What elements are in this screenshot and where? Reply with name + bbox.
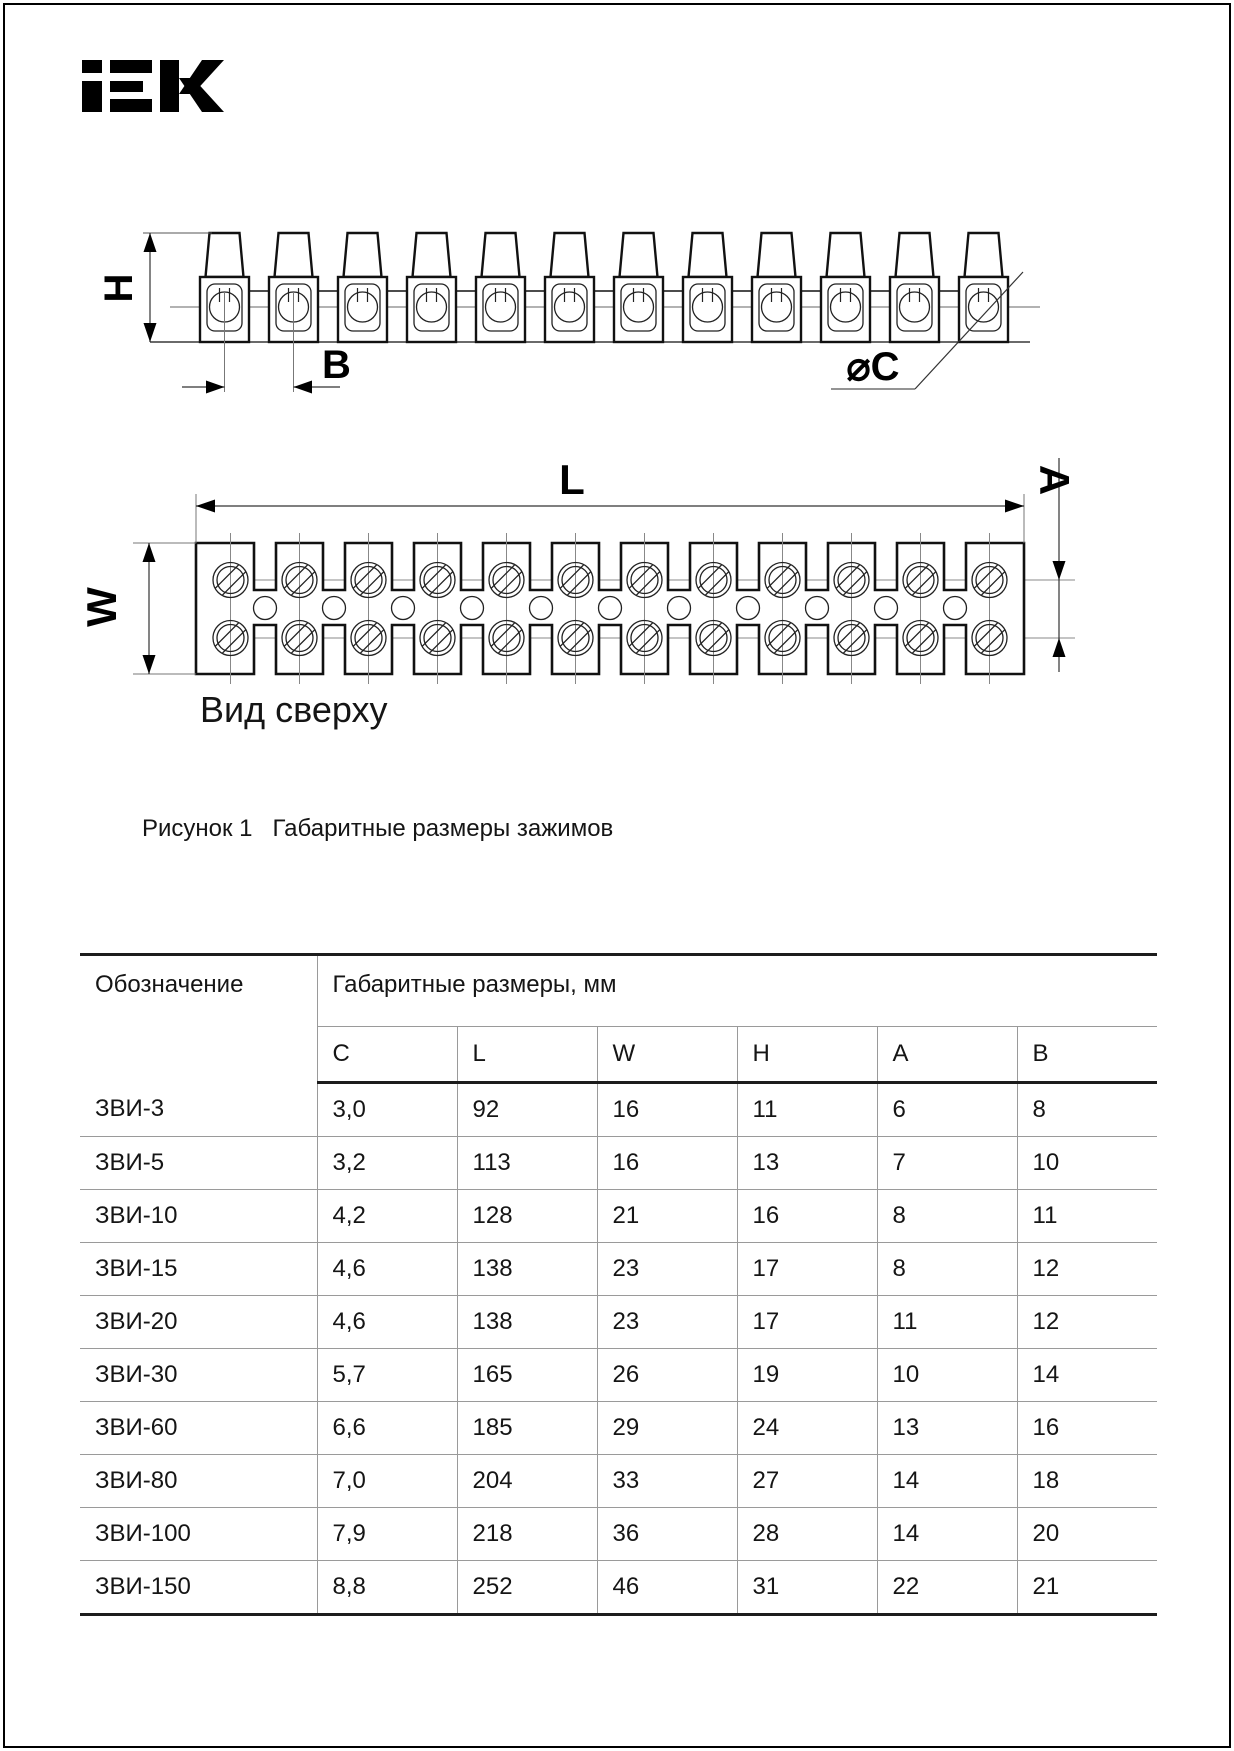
cell-C: 4,2 [317, 1190, 457, 1243]
table-row [80, 1243, 1157, 1296]
col-header-C: C [317, 1027, 457, 1083]
cell-L: 138 [457, 1296, 597, 1349]
dim-label-A: A [1031, 464, 1078, 496]
table-row [80, 1296, 1157, 1349]
table-row [80, 1402, 1157, 1455]
cell-B: 12 [1017, 1296, 1157, 1349]
row-designation: ЗВИ-150 [80, 1561, 317, 1615]
cell-A: 13 [877, 1402, 1017, 1455]
cell-L: 113 [457, 1137, 597, 1190]
top-view [78, 456, 1078, 730]
table-row [80, 1137, 1157, 1190]
dim-H [97, 233, 212, 342]
cell-C: 7,0 [317, 1455, 457, 1508]
cell-A: 10 [877, 1349, 1017, 1402]
cell-B: 21 [1017, 1561, 1157, 1615]
cell-C: 4,6 [317, 1243, 457, 1296]
row-designation: ЗВИ-60 [80, 1402, 317, 1455]
col-header-B: B [1017, 1027, 1157, 1083]
strip-outline [196, 543, 1024, 674]
cell-L: 218 [457, 1508, 597, 1561]
cell-A: 14 [877, 1508, 1017, 1561]
table-row [80, 1455, 1157, 1508]
cell-B: 20 [1017, 1508, 1157, 1561]
dim-label-C: ⌀C [846, 345, 900, 389]
col-header-W: W [597, 1027, 737, 1083]
cell-C: 5,7 [317, 1349, 457, 1402]
dim-label-L: L [559, 456, 585, 503]
row-designation: ЗВИ-80 [80, 1455, 317, 1508]
cell-B: 8 [1017, 1083, 1157, 1137]
cell-W: 36 [597, 1508, 737, 1561]
cell-A: 22 [877, 1561, 1017, 1615]
figure-1-drawing [0, 0, 1234, 790]
cell-H: 17 [737, 1296, 877, 1349]
cell-L: 252 [457, 1561, 597, 1615]
dim-label-B: B [322, 343, 351, 387]
cell-L: 165 [457, 1349, 597, 1402]
cell-B: 14 [1017, 1349, 1157, 1402]
cell-C: 6,6 [317, 1402, 457, 1455]
dim-label-W: W [78, 587, 125, 627]
cell-A: 8 [877, 1243, 1017, 1296]
table-row [80, 1561, 1157, 1615]
col-header-H: H [737, 1027, 877, 1083]
cell-B: 16 [1017, 1402, 1157, 1455]
col-header-L: L [457, 1027, 597, 1083]
top-view-label: Вид сверху [200, 689, 388, 730]
row-designation: ЗВИ-100 [80, 1508, 317, 1561]
iek-logo [82, 60, 224, 112]
dimensions-table [80, 953, 1157, 1616]
cell-C: 7,9 [317, 1508, 457, 1561]
cell-W: 29 [597, 1402, 737, 1455]
dim-W [78, 543, 196, 674]
dim-A [1031, 458, 1078, 672]
cell-H: 31 [737, 1561, 877, 1615]
table-row [80, 1190, 1157, 1243]
cell-W: 26 [597, 1349, 737, 1402]
cell-B: 18 [1017, 1455, 1157, 1508]
cell-A: 14 [877, 1455, 1017, 1508]
row-designation: ЗВИ-20 [80, 1296, 317, 1349]
side-view [97, 233, 1040, 394]
cell-H: 19 [737, 1349, 877, 1402]
cell-W: 33 [597, 1455, 737, 1508]
table-row [80, 1508, 1157, 1561]
cell-L: 138 [457, 1243, 597, 1296]
cell-H: 17 [737, 1243, 877, 1296]
col-header-A: A [877, 1027, 1017, 1083]
table-row [80, 1083, 1157, 1137]
dim-L [196, 456, 1024, 543]
col-header-designation: Обозначение [80, 955, 317, 1083]
table-row [80, 1349, 1157, 1402]
row-designation: ЗВИ-3 [80, 1083, 317, 1137]
col-header-group: Габаритные размеры, мм [317, 955, 1157, 1027]
cell-L: 185 [457, 1402, 597, 1455]
cell-L: 204 [457, 1455, 597, 1508]
cell-A: 6 [877, 1083, 1017, 1137]
cell-W: 23 [597, 1243, 737, 1296]
cell-H: 11 [737, 1083, 877, 1137]
cell-H: 16 [737, 1190, 877, 1243]
row-designation: ЗВИ-15 [80, 1243, 317, 1296]
cell-L: 128 [457, 1190, 597, 1243]
row-designation: ЗВИ-30 [80, 1349, 317, 1402]
cell-W: 46 [597, 1561, 737, 1615]
cell-A: 7 [877, 1137, 1017, 1190]
row-designation: ЗВИ-5 [80, 1137, 317, 1190]
cell-H: 13 [737, 1137, 877, 1190]
cell-C: 3,0 [317, 1083, 457, 1137]
cell-A: 8 [877, 1190, 1017, 1243]
cell-H: 28 [737, 1508, 877, 1561]
cell-W: 21 [597, 1190, 737, 1243]
cell-A: 11 [877, 1296, 1017, 1349]
row-designation: ЗВИ-10 [80, 1190, 317, 1243]
cell-B: 11 [1017, 1190, 1157, 1243]
cell-B: 10 [1017, 1137, 1157, 1190]
cell-C: 8,8 [317, 1561, 457, 1615]
cell-C: 3,2 [317, 1137, 457, 1190]
dim-label-H: H [97, 273, 141, 303]
figure-caption: Рисунок 1 Габаритные размеры зажимов [142, 815, 614, 842]
cell-B: 12 [1017, 1243, 1157, 1296]
cell-H: 27 [737, 1455, 877, 1508]
cell-W: 23 [597, 1296, 737, 1349]
cell-W: 16 [597, 1083, 737, 1137]
cell-H: 24 [737, 1402, 877, 1455]
cell-L: 92 [457, 1083, 597, 1137]
cell-W: 16 [597, 1137, 737, 1190]
cell-C: 4,6 [317, 1296, 457, 1349]
